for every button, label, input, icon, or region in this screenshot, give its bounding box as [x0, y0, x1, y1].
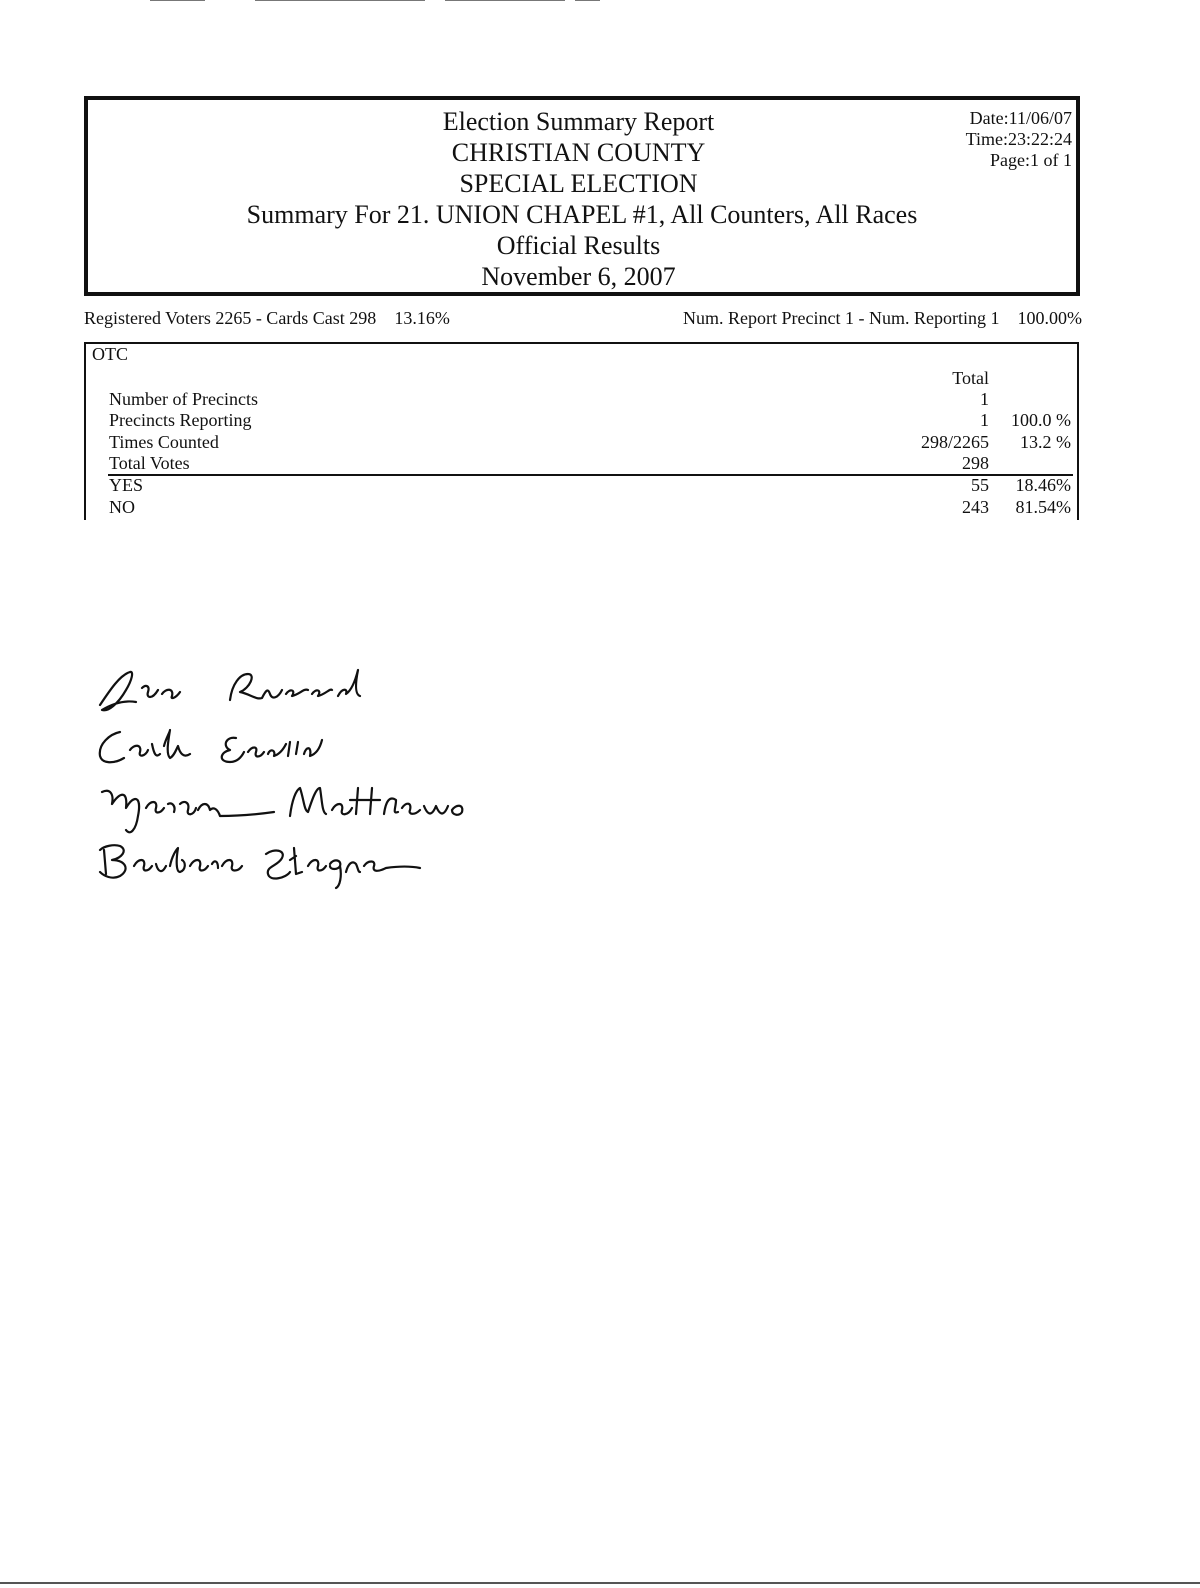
results-status: Official Results: [496, 231, 661, 260]
choice-label: NO: [109, 497, 135, 517]
registered-voters: Registered Voters 2265 - Cards Cast 298: [84, 308, 377, 328]
stat-label: Total Votes: [109, 453, 190, 473]
stat-value: 1: [980, 410, 989, 430]
choice-row: [86, 474, 1077, 496]
choice-percent: 81.54%: [1015, 497, 1071, 517]
choice-row: [86, 496, 1077, 518]
report-date: Date:11/06/07: [969, 108, 1072, 128]
stat-row: [86, 431, 1077, 453]
turnout-percent: 13.16%: [394, 308, 450, 328]
choice-label: YES: [109, 475, 144, 495]
report-page: Page:1 of 1: [990, 150, 1072, 170]
signature-block: [90, 660, 510, 900]
voter-summary: [84, 308, 450, 329]
race-results-box: [84, 342, 1079, 520]
stat-value: 1: [980, 389, 989, 409]
scan-edge-top: [0, 0, 1200, 6]
choice-percent: 18.46%: [1015, 475, 1071, 495]
stat-value: 298/2265: [920, 432, 989, 452]
reporting-percent: 100.00%: [1017, 308, 1082, 328]
precinct-summary: [683, 308, 1082, 329]
handwritten-signatures: [90, 660, 510, 900]
stat-label: Number of Precincts: [109, 389, 258, 409]
scan-edge-bottom: [0, 1582, 1200, 1584]
report-time: Time:23:22:24: [965, 129, 1072, 149]
stat-percent: 13.2 %: [1020, 432, 1071, 452]
stat-row: [86, 388, 1077, 410]
choice-votes: 243: [962, 497, 989, 517]
stat-label: Times Counted: [109, 432, 219, 452]
choice-votes: 55: [971, 475, 989, 495]
stat-label: Precincts Reporting: [109, 410, 252, 430]
county-name: CHRISTIAN COUNTY: [451, 138, 706, 167]
race-name: OTC: [92, 344, 128, 364]
election-date: November 6, 2007: [481, 262, 676, 291]
report-title-block: [88, 106, 1076, 292]
total-column-header: Total: [952, 368, 989, 388]
report-header-box: [84, 96, 1080, 296]
report-meta: [966, 108, 1072, 171]
election-name: SPECIAL ELECTION: [459, 169, 698, 198]
stat-percent: 100.0 %: [1011, 410, 1071, 430]
precincts-reporting: Num. Report Precinct 1 - Num. Reporting 1: [683, 308, 1000, 328]
stat-value: 298: [962, 453, 989, 473]
summary-for: Summary For 21. UNION CHAPEL #1, All Counters, All Races: [246, 200, 918, 229]
stat-row: [86, 452, 1077, 474]
stat-row: [86, 409, 1077, 431]
report-title: Election Summary Report: [442, 107, 715, 136]
